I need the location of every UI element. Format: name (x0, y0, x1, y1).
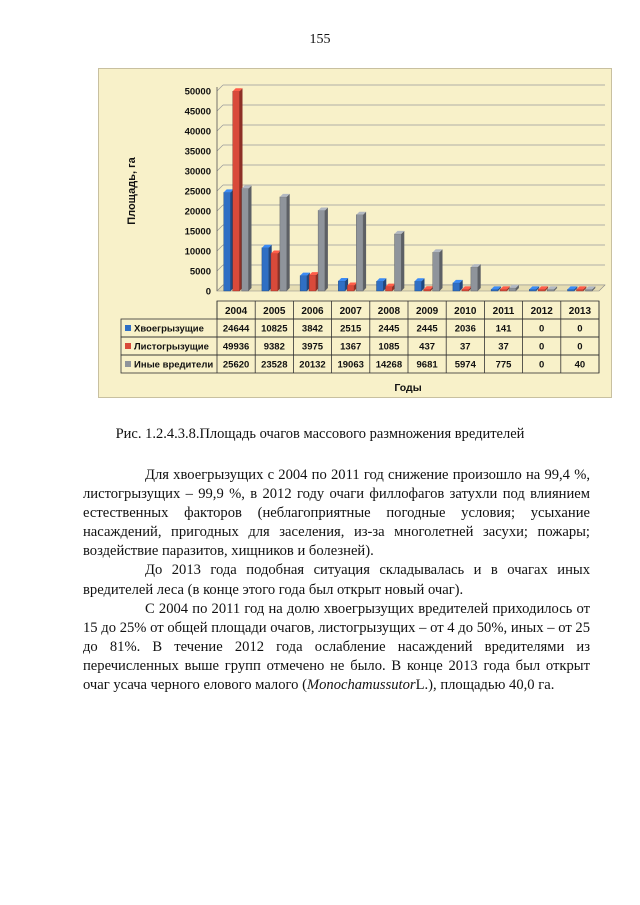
data-label: 20132 (299, 359, 326, 371)
bar (568, 289, 575, 291)
y-tick-label: 40000 (184, 126, 211, 138)
paragraph-2: До 2013 года подобная ситуация складывалась и в очагах иных вредителей леса (в конце этого года был открыт новый очаг). (83, 562, 590, 598)
bar (500, 289, 507, 291)
species-name: Monochamussutor (306, 677, 416, 694)
bar (462, 289, 469, 291)
x-tick-label: 2008 (377, 306, 401, 317)
y-tick-label: 10000 (184, 246, 211, 258)
bar (377, 281, 384, 291)
bar (224, 192, 231, 291)
data-label: 49936 (222, 341, 250, 353)
paragraph-1: Для хвоегрызущих с 2004 по 2011 год снижение произошло на 99,4 %, листогрызущих – 99,9 %, в 2012 году очаги филлофагов затухли под влиянием естественных факторов (неблагоприятные погодные условия; усыхание насаждений, пригодных для заселения, из-за многолетней засухи; пожары; воздействие паразитов, хищников и болезней). (83, 467, 590, 560)
bar (424, 289, 431, 291)
data-label: 3842 (301, 323, 324, 335)
legend-label: Хвоегрызущие (134, 323, 204, 335)
data-label: 40 (574, 359, 586, 371)
gridline-side (217, 245, 223, 251)
y-tick-label: 15000 (184, 226, 211, 238)
bar-chart (99, 69, 613, 399)
bar (262, 248, 269, 291)
y-tick-label: 5000 (189, 266, 211, 278)
data-label: 1085 (378, 341, 400, 353)
data-label: 25620 (222, 359, 250, 371)
bar (433, 252, 440, 291)
data-label: 2515 (340, 323, 362, 335)
bar (338, 281, 345, 291)
bar (271, 253, 278, 291)
x-tick-label: 2013 (568, 306, 592, 317)
bar (356, 215, 363, 291)
gridline-side (217, 265, 223, 271)
x-tick-label: 2005 (263, 306, 286, 317)
x-tick-label: 2007 (339, 306, 362, 317)
page-number: 155 (309, 32, 331, 47)
bar-side (287, 194, 290, 291)
bar-side (440, 249, 443, 291)
y-tick-label: 0 (205, 286, 211, 298)
data-label: 775 (495, 359, 512, 371)
bar (586, 289, 593, 291)
bar (318, 210, 325, 291)
bar (491, 289, 498, 291)
gridline-side (217, 165, 223, 171)
y-tick-label: 20000 (184, 206, 211, 218)
bar-side (401, 231, 404, 291)
bar (347, 286, 354, 291)
bar (538, 289, 545, 291)
bar (300, 276, 307, 291)
bar-side (363, 212, 366, 291)
data-label: 3975 (301, 341, 324, 353)
bar (577, 289, 584, 291)
data-label: 0 (577, 323, 583, 335)
x-tick-label: 2004 (224, 306, 248, 317)
figure-caption: Рис. 1.2.4.3.8.Площадь очагов массового размножения вредителей (115, 426, 525, 442)
body-text (83, 466, 590, 695)
data-label: 437 (419, 341, 436, 353)
data-label: 9382 (263, 341, 285, 353)
data-label: 23528 (261, 359, 288, 371)
bar (471, 267, 478, 291)
legend-swatch (125, 325, 131, 331)
gridline-side (217, 85, 223, 91)
x-tick-label: 2012 (530, 306, 553, 317)
bar (280, 197, 287, 291)
data-label: 2036 (454, 323, 476, 335)
paragraph-3-after: L.), площадью 40,0 га. (415, 677, 555, 694)
data-label: 14268 (375, 359, 403, 371)
data-label: 37 (460, 341, 471, 353)
data-label: 0 (539, 341, 545, 353)
legend-swatch (125, 343, 131, 349)
y-axis-label: Площадь, га (126, 157, 138, 225)
gridline-side (217, 225, 223, 231)
data-label: 24644 (222, 323, 250, 335)
bar-side (478, 264, 481, 291)
data-label: 5974 (454, 359, 476, 371)
y-tick-label: 50000 (184, 86, 211, 98)
x-tick-label: 2010 (454, 306, 477, 317)
gridline-side (217, 145, 223, 151)
bar (509, 288, 516, 291)
data-label: 0 (577, 341, 583, 353)
chart-panel (98, 68, 612, 398)
bar (386, 287, 393, 291)
gridline-side (217, 185, 223, 191)
data-label: 1367 (340, 341, 362, 353)
bar (309, 275, 316, 291)
x-axis-label: Годы (394, 382, 422, 394)
data-label: 141 (495, 323, 512, 335)
x-tick-label: 2009 (415, 306, 439, 317)
y-tick-label: 25000 (184, 186, 211, 198)
bar (242, 189, 249, 291)
bar (395, 234, 402, 291)
data-label: 9681 (416, 359, 438, 371)
y-tick-label: 35000 (184, 146, 211, 158)
legend-swatch (125, 361, 131, 367)
data-label: 37 (498, 341, 509, 353)
bar-side (249, 186, 252, 291)
legend-label: Иные вредители (134, 359, 214, 371)
x-tick-label: 2006 (301, 306, 324, 317)
legend-label: Листогрызущие (134, 341, 209, 353)
data-label: 10825 (261, 323, 288, 335)
data-label: 2445 (416, 323, 438, 335)
bar-side (325, 207, 328, 291)
bar (415, 281, 422, 291)
bar (547, 289, 554, 291)
bar (529, 289, 536, 291)
bar (233, 91, 240, 291)
paragraph-3 (83, 600, 590, 695)
data-label: 0 (539, 323, 545, 335)
gridline-side (217, 105, 223, 111)
data-label: 2445 (378, 323, 400, 335)
x-tick-label: 2011 (492, 306, 515, 317)
y-tick-label: 30000 (184, 166, 211, 178)
data-label: 0 (539, 359, 545, 371)
paragraph-3-before: С 2004 по 2011 год на долю хвоегрызущих вредителей приходилось от 15 до 25% от общей площади очагов, листогрызущих – от 4 до 50%, иных – от 25 до 81%. В течение 2012 года ослабление насаждений вредителями из перечисленных выше групп отмечено не было. В конце 2013 года был открыт очаг усача черного елового малого ( (83, 600, 590, 694)
data-label: 19063 (337, 359, 364, 371)
gridline-side (217, 125, 223, 131)
bar (453, 283, 460, 291)
gridline-side (217, 205, 223, 211)
y-tick-label: 45000 (184, 106, 211, 118)
